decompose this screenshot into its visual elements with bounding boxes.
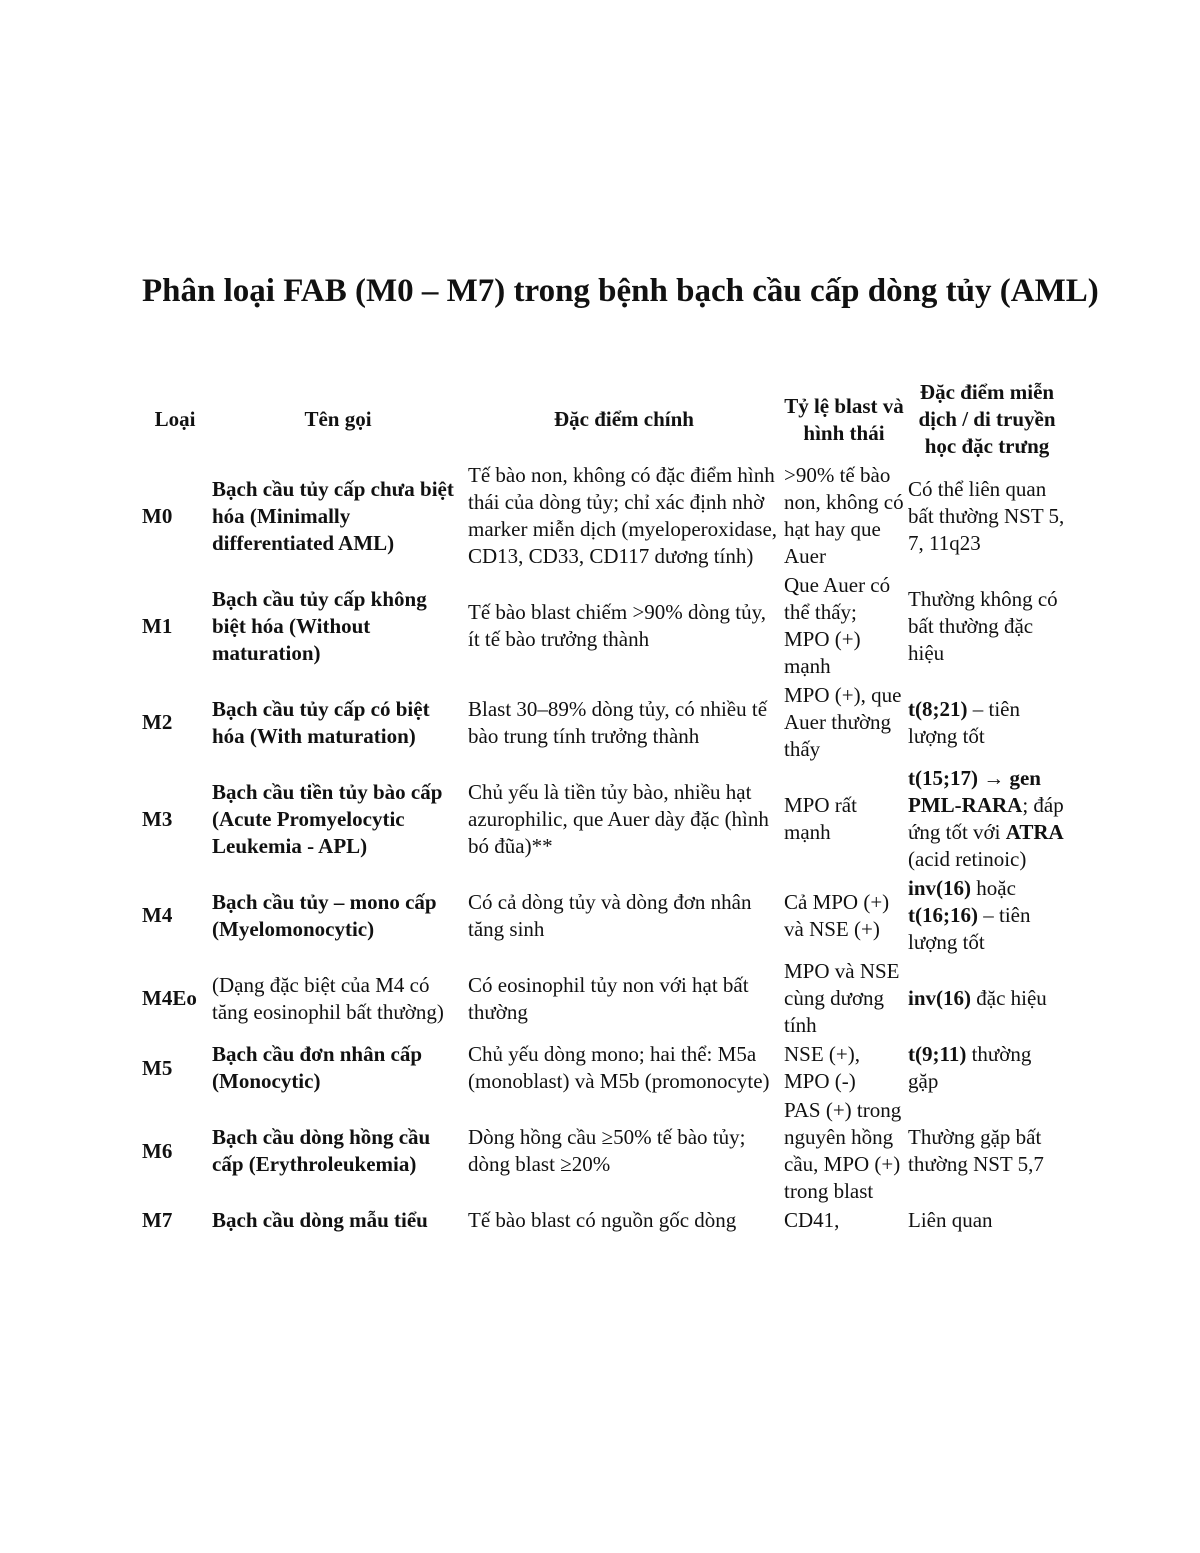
row-immuno — [906, 957, 1068, 1040]
row-blast: CD41, — [784, 1208, 840, 1232]
immuno-note: – tiên lượng tốt — [908, 903, 1031, 954]
row-features: Dòng hồng cầu ≥50% tế bào tủy; dòng blast ≥20% — [468, 1125, 746, 1176]
row-code: M5 — [142, 1055, 173, 1080]
row-features: Chủ yếu là tiền tủy bào, nhiều hạt azurophilic, que Auer dày đặc (hình bó đũa)** — [468, 779, 769, 858]
header-code: Loại — [154, 407, 196, 431]
row-features: Tế bào blast có nguồn gốc dòng — [468, 1208, 737, 1232]
row-code: M3 — [142, 806, 173, 831]
row-blast: MPO và NSE cùng dương tính — [784, 959, 900, 1037]
row-blast: NSE (+), MPO (-) — [784, 1042, 861, 1093]
document-title: Phân loại FAB (M0 – M7) trong bệnh bạch cầu cấp dòng tủy (AML) — [142, 273, 1099, 309]
row-code: M0 — [142, 503, 173, 528]
row-blast: Cả MPO (+) và NSE (+) — [784, 889, 890, 941]
row-immuno — [906, 681, 1068, 764]
row-features: Tế bào blast chiếm >90% dòng tủy, ít tế bào trưởng thành — [468, 600, 766, 651]
row-code: M1 — [142, 613, 173, 638]
row-code: M6 — [142, 1138, 173, 1163]
row-blast: Que Auer có thể thấy; MPO (+) mạnh — [784, 573, 891, 678]
table-row — [140, 1040, 1068, 1096]
row-immuno: Thường gặp bất thường NST 5,7 — [908, 1125, 1044, 1176]
header-name: Tên gọi — [304, 407, 372, 431]
table-header-row — [140, 378, 1068, 461]
row-code: M4Eo — [142, 986, 197, 1010]
immuno-bold-term: t(9;11) — [908, 1042, 967, 1066]
row-immuno: Liên quan — [908, 1208, 993, 1232]
row-features: Blast 30–89% dòng tủy, có nhiều tế bào trung tính trưởng thành — [468, 696, 768, 748]
row-features: Chủ yếu dòng mono; hai thể: M5a (monoblast) và M5b (promonocyte) — [468, 1042, 770, 1093]
table-row — [140, 1206, 1068, 1235]
row-code: M7 — [142, 1208, 173, 1232]
immuno-bold-term: t(15;17) → gen PML-RARA — [908, 766, 1041, 817]
immuno-note: hoặc — [971, 876, 1016, 900]
row-name: Bạch cầu tủy cấp không biệt hóa (Without maturation) — [212, 586, 427, 665]
immuno-bold-term: t(16;16) — [908, 903, 978, 927]
table-row — [140, 957, 1068, 1040]
row-blast: MPO rất mạnh — [784, 793, 857, 844]
row-blast: MPO (+), que Auer thường thấy — [784, 683, 902, 761]
row-name: Bạch cầu dòng hồng cầu cấp (Erythroleukemia) — [212, 1125, 431, 1176]
table-row — [140, 461, 1068, 571]
immuno-bold-term: inv(16) — [908, 986, 971, 1010]
table-row — [140, 571, 1068, 681]
row-blast: PAS (+) trong nguyên hồng cầu, MPO (+) trong blast — [784, 1098, 902, 1203]
row-immuno: Thường không có bất thường đặc hiệu — [908, 586, 1058, 665]
row-name: Bạch cầu dòng mẫu tiểu — [212, 1208, 428, 1232]
row-immuno — [906, 1040, 1068, 1096]
table-row — [140, 874, 1068, 957]
immuno-note: (acid retinoic) — [908, 847, 1027, 871]
row-name: Bạch cầu tủy cấp có biệt hóa (With maturation) — [212, 696, 430, 748]
header-features: Đặc điểm chính — [553, 407, 694, 431]
row-name: Bạch cầu tủy cấp chưa biệt hóa (Minimally differentiated AML) — [212, 476, 454, 555]
row-features: Tế bào non, không có đặc điểm hình thái của dòng tủy; chỉ xác định nhờ marker miễn dịch (myeloperoxidase, CD13, CD33, CD117 dương tính) — [468, 463, 778, 568]
header-immuno: Đặc điểm miễn dịch / di truyền học đặc trưng — [918, 380, 1056, 458]
table-row — [140, 681, 1068, 764]
row-code: M4 — [142, 903, 173, 927]
immuno-bold-term: ATRA — [1005, 820, 1064, 844]
table-row — [140, 764, 1068, 874]
row-name: Bạch cầu tủy – mono cấp (Myelomonocytic) — [212, 889, 437, 941]
immuno-note: – tiên lượng tốt — [908, 696, 1020, 748]
fab-classification-table — [140, 378, 1068, 1235]
row-features: Có cả dòng tủy và dòng đơn nhân tăng sinh — [468, 889, 752, 941]
header-blast: Tỷ lệ blast và hình thái — [784, 393, 904, 445]
row-immuno: Có thể liên quan bất thường NST 5, 7, 11q23 — [908, 476, 1065, 555]
row-immuno — [906, 874, 1068, 957]
row-name: Bạch cầu tiền tủy bào cấp (Acute Promyelocytic Leukemia - APL) — [212, 779, 443, 858]
row-name: Bạch cầu đơn nhân cấp (Monocytic) — [212, 1042, 423, 1093]
table-row — [140, 1096, 1068, 1206]
immuno-note: ; đáp ứng tốt với — [908, 793, 1064, 844]
row-immuno — [906, 764, 1068, 874]
row-name: (Dạng đặc biệt của M4 có tăng eosinophil bất thường) — [212, 972, 444, 1024]
immuno-bold-term: inv(16) — [908, 876, 971, 900]
immuno-note: đặc hiệu — [971, 986, 1047, 1010]
row-features: Có eosinophil tủy non với hạt bất thường — [468, 972, 749, 1024]
row-blast: >90% tế bào non, không có hạt hay que Auer — [784, 463, 904, 568]
row-code: M2 — [142, 710, 173, 734]
immuno-bold-term: t(8;21) — [908, 696, 968, 721]
immuno-note: thường gặp — [908, 1042, 1032, 1093]
